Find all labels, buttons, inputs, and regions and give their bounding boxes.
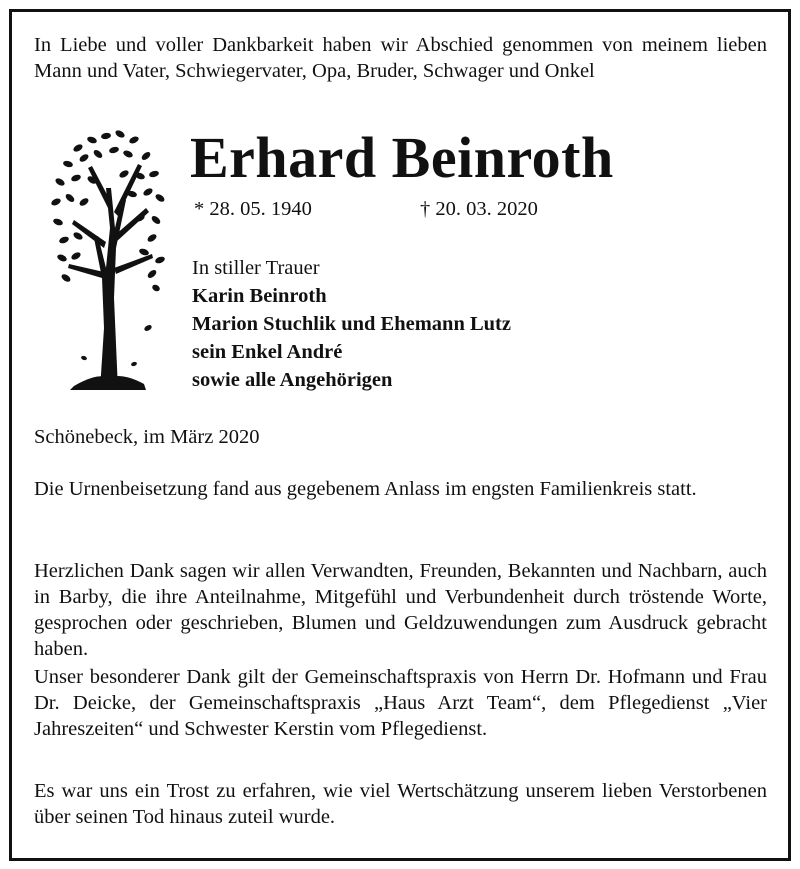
mourners-intro: In stiller Trauer — [192, 257, 320, 279]
birth-date: * 28. 05. 1940 — [194, 198, 312, 220]
mourner-name: Marion Stuchlik und Ehemann Lutz — [192, 313, 511, 335]
mourner-name: sein Enkel André — [192, 341, 343, 363]
mourner-name: Karin Beinroth — [192, 285, 327, 307]
death-date: † 20. 03. 2020 — [420, 198, 538, 220]
closing-paragraph: Es war uns ein Trost zu erfahren, wie viel Wertschätzung unserem lieben Verstorbenen über seinen Tod hinaus zuteil wurde. — [34, 780, 767, 828]
deceased-name: Erhard Beinroth — [190, 125, 614, 190]
intro-text: In Liebe und voller Dankbarkeit haben wir Abschied genommen von meinem lieben Mann und Vater, Schwiegervater, Opa, Bruder, Schwager und Onkel — [34, 34, 767, 82]
thanks-paragraph: Herzlichen Dank sagen wir allen Verwandten, Freunden, Bekannten und Nachbarn, auch in Barby, die ihre Anteilnahme, Mitgefühl und Verbundenheit durch tröstende Worte, gesprochen oder geschrieben, Blumen und Geldzuwendungen zum Ausdruck gebracht haben. — [34, 560, 767, 660]
tree-icon — [48, 128, 168, 390]
burial-paragraph: Die Urnenbeisetzung fand aus gegebenem Anlass im engsten Familienkreis statt. — [34, 478, 697, 500]
mourners-block — [192, 254, 511, 394]
place-date: Schönebeck, im März 2020 — [34, 426, 260, 448]
special-thanks-paragraph: Unser besonderer Dank gilt der Gemeinschaftspraxis von Herrn Dr. Hofmann und Frau Dr. Deicke, der Gemeinschaftspraxis „Haus Arzt Team“, dem Pflegedienst „Vier Jahreszeiten“ und Schwester Kerstin vom Pflegedienst. — [34, 666, 767, 740]
mourner-name: sowie alle Angehörigen — [192, 369, 393, 391]
